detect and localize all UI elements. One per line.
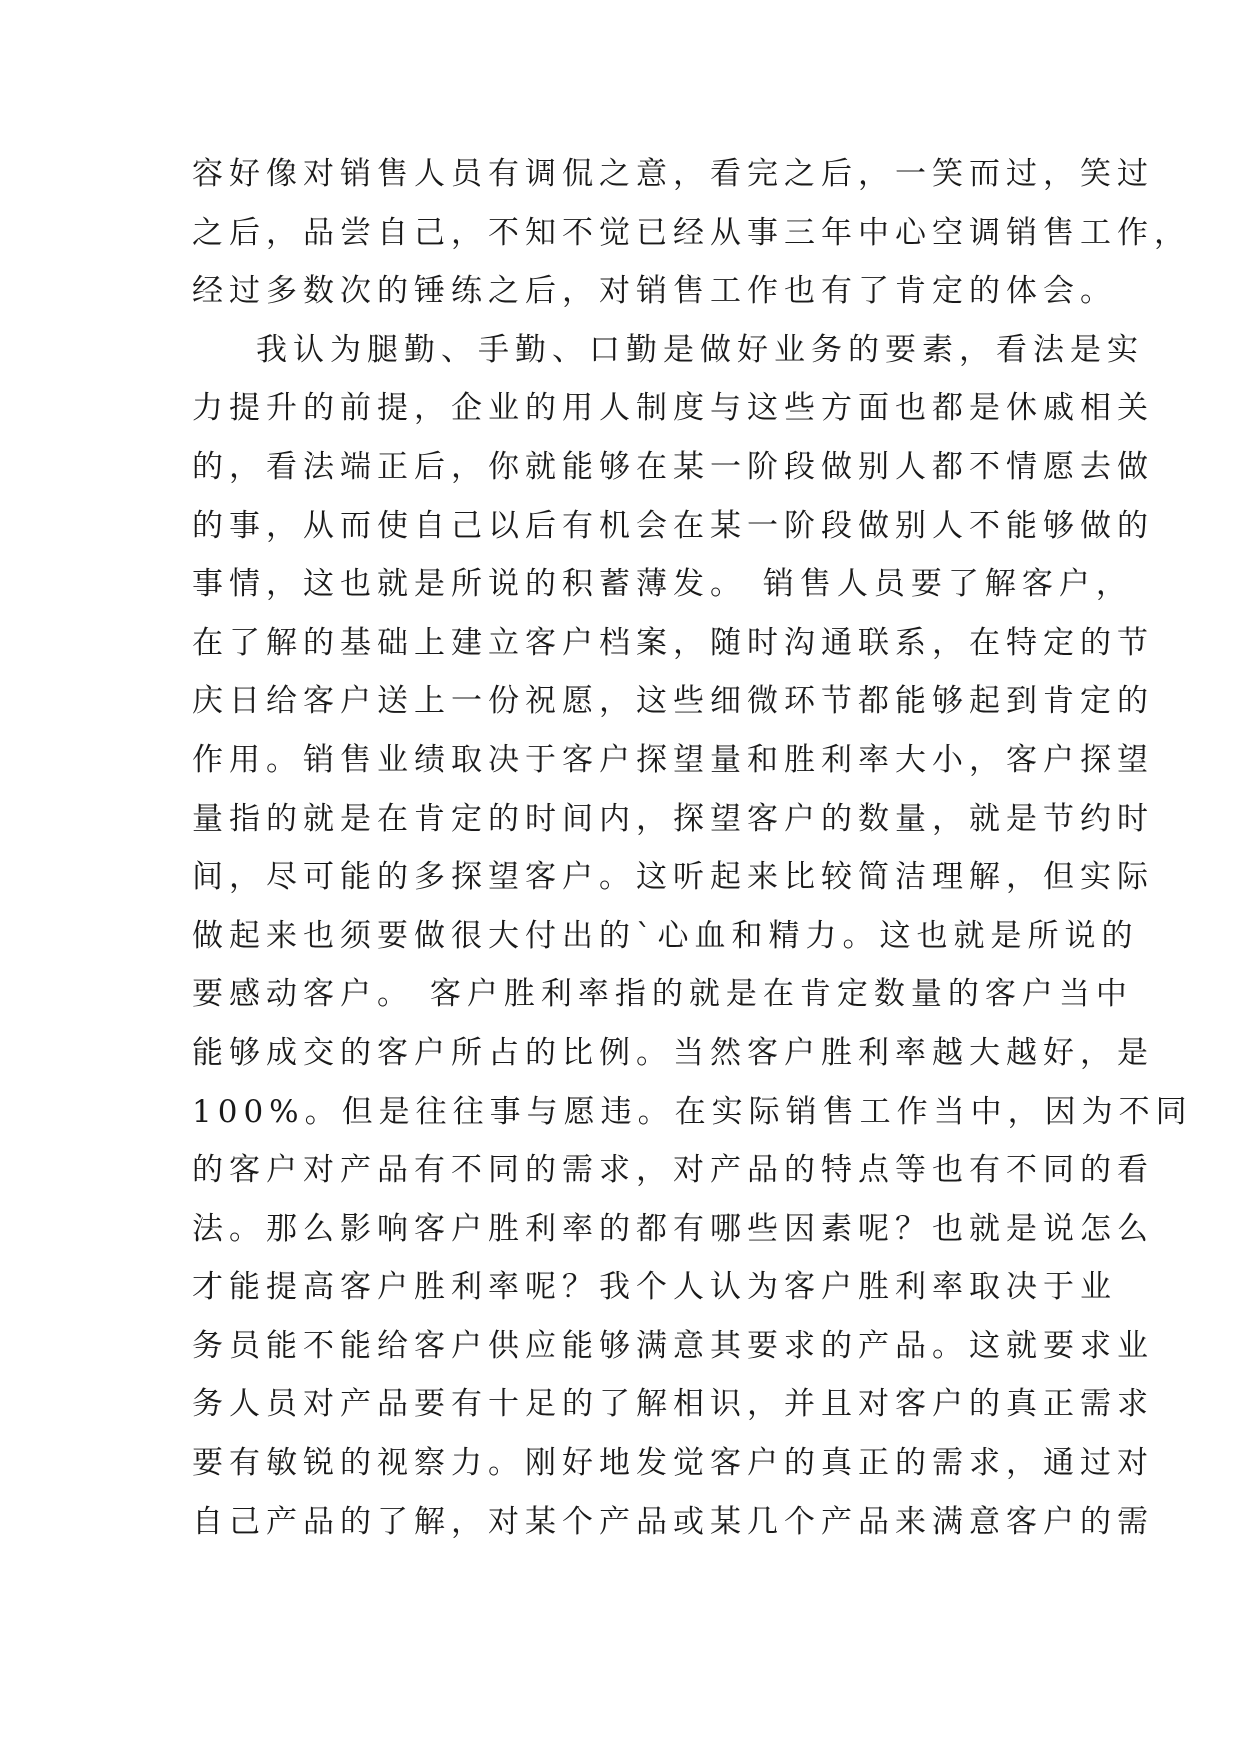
text-line: 事情，这也就是所说的积蓄薄发。 销售人员要了解客户， — [192, 566, 1133, 603]
text-line: 力提升的前提，企业的用人制度与这些方面也都是休戚相关 — [192, 390, 1154, 427]
text-line: 做起来也须要做很大付出的`心血和精力。这也就是所说的 — [192, 917, 1139, 954]
text-line: 自己产品的了解，对某个产品或某几个产品来满意客户的需 — [192, 1503, 1154, 1540]
text-line: 务人员对产品要有十足的了解相识，并且对客户的真正需求 — [192, 1386, 1154, 1423]
paragraph-start-line: 我认为腿勤、手勤、口勤是做好业务的要素，看法是实 — [256, 331, 1144, 368]
text-line: 要有敏锐的视察力。刚好地发觉客户的真正的需求，通过对 — [192, 1445, 1154, 1482]
text-line: 的事，从而使自己以后有机会在某一阶段做别人不能够做的 — [192, 507, 1154, 544]
text-line: 之后，品尝自己，不知不觉已经从事三年中心空调销售工作， — [192, 214, 1191, 251]
text-line: 容好像对销售人员有调侃之意，看完之后，一笑而过，笑过 — [192, 156, 1154, 192]
body-text — [192, 145, 1193, 1551]
text-line: 作用。销售业绩取决于客户探望量和胜利率大小，客户探望 — [192, 741, 1154, 778]
text-line: 务员能不能给客户供应能够满意其要求的产品。这就要求业 — [192, 1327, 1154, 1364]
text-line: 要感动客户。 客户胜利率指的就是在肯定数量的客户当中 — [192, 976, 1133, 1013]
text-line: 能够成交的客户所占的比例。当然客户胜利率越大越好，是 — [192, 1034, 1154, 1071]
text-line: 经过多数次的锤练之后，对销售工作也有了肯定的体会。 — [192, 273, 1117, 310]
text-line: 的客户对产品有不同的需求，对产品的特点等也有不同的看 — [192, 1152, 1154, 1189]
text-line: 间，尽可能的多探望客户。这听起来比较简洁理解，但实际 — [192, 859, 1154, 896]
text-line: 100%。但是往往事与愿违。在实际销售工作当中，因为不同 — [192, 1093, 1193, 1130]
text-line: 量指的就是在肯定的时间内，探望客户的数量，就是节约时 — [192, 800, 1154, 837]
text-line: 庆日给客户送上一份祝愿，这些细微环节都能够起到肯定的 — [192, 683, 1154, 720]
text-line: 才能提高客户胜利率呢？我个人认为客户胜利率取决于业 — [192, 1269, 1117, 1306]
text-line: 的，看法端正后，你就能够在某一阶段做别人都不情愿去做 — [192, 448, 1154, 485]
text-line: 在了解的基础上建立客户档案，随时沟通联系，在特定的节 — [192, 624, 1154, 661]
text-line: 法。那么影响客户胜利率的都有哪些因素呢？也就是说怎么 — [192, 1210, 1154, 1247]
